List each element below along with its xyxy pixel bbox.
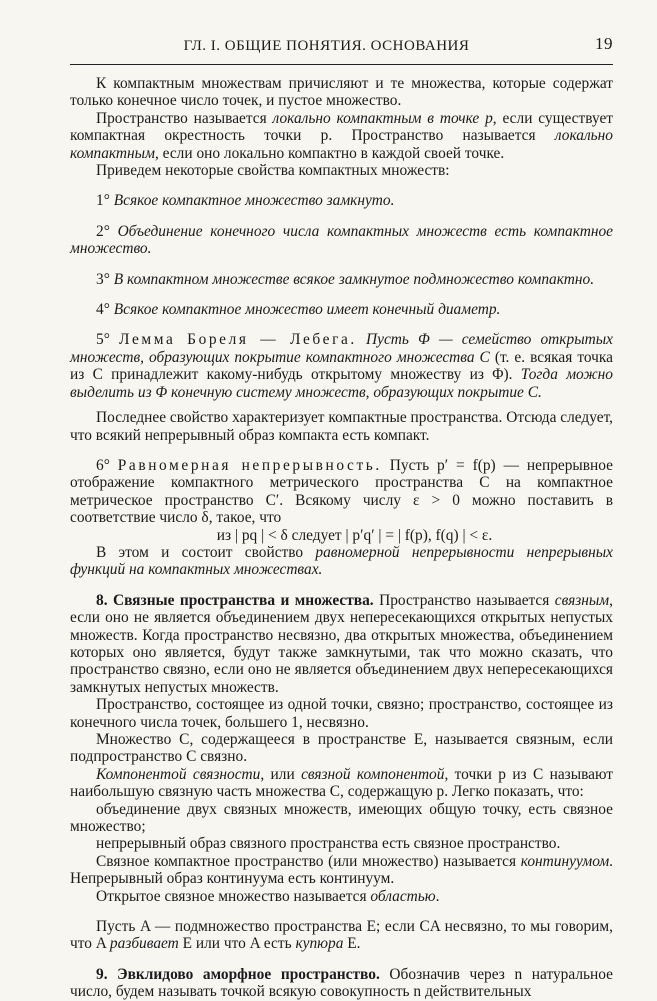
page-number: 19 <box>595 34 613 53</box>
section-title: 9. Эвклидово аморфное пространство. <box>96 965 380 983</box>
paragraph: Приведем некоторые свойства компактных множеств: <box>96 162 450 180</box>
paragraph: Множество C, содержащееся в пространстве E, называется связным, если подпространство C связно. <box>70 731 613 766</box>
paragraph: Открытое связное множество называется областью. <box>96 887 440 905</box>
section-8: 8. Связные пространства и множества. Пространство называется связным, если оно не является объединением двух непересекающихся открытых непустых множеств. Когда пространство несвязно, два открытых множества, объединением которых оно является, будут также замкнутыми, так что можно сказать, что пространство связно, если оно не является объединением двух непересекающихся замкнутых непустых множеств. <box>70 591 613 696</box>
property-6: 6° Равномерная непрерывность. Пусть p′ = f(p) — непрерывное отображение компактного метрического пространства C на компактное метрическое пространство C′. Всякому числу ε > 0 можно поставить в соответствие число δ, такое, что <box>70 456 613 527</box>
running-head <box>70 34 613 60</box>
paragraph: Пространство, состоящее из одной точки, связно; пространство, состоящее из конечного числа точек, большего 1, несвязно. <box>70 696 613 731</box>
paragraph: Последнее свойство характеризует компактные пространства. Отсюда следует, что всякий непрерывный образ компакта есть компакт. <box>70 409 613 444</box>
page-body <box>70 75 613 1001</box>
section-9: 9. Эвклидово аморфное пространство. Обозначив через n натуральное число, будем называть точкой всякую совокупность n действительных <box>70 965 613 1001</box>
paragraph: В этом и состоит свойство равномерной непрерывности непрерывных функций на компактных множествах. <box>70 543 613 579</box>
paragraph: Связное компактное пространство (или множество) называется континуумом. Непрерывный образ континуума есть континуум. <box>70 852 613 888</box>
paragraph: Пространство называется локально компактным в точке p, если существует компактная окрестность точки p. Пространство называется локально компактным, если оно локально компактно в каждой своей точке. <box>70 109 614 162</box>
formula: из | pq | < δ следует | p′q′ | = | f(p), f(q) | < ε. <box>216 526 493 544</box>
paragraph: Компонентой связности, или связной компонентой, точки p из C называют наибольшую связную часть множества C, содержащую p. Легко показать, что: <box>70 765 613 801</box>
property-4: 4° Всякое компактное множество имеет конечный диаметр. <box>96 301 501 319</box>
paragraph: непрерывный образ связного пространства есть связное пространство. <box>96 835 561 853</box>
property-1: 1° Всякое компактное множество замкнуто. <box>96 192 395 210</box>
paragraph: объединение двух связных множеств, имеющих общую точку, есть связное множество; <box>70 800 613 836</box>
property-3: 3° В компактном множестве всякое замкнутое подмножество компактно. <box>96 270 595 288</box>
chapter-title: ГЛ. I. ОБЩИЕ ПОНЯТИЯ. ОСНОВАНИЯ <box>183 38 470 54</box>
section-title: 8. Связные пространства и множества. <box>96 591 374 609</box>
property-2: 2° Объединение конечного числа компактных множеств есть компактное множество. <box>70 222 613 258</box>
paragraph: К компактным множествам причисляют и те множества, которые содержат только конечное число точек, и пустое множество. <box>70 75 613 110</box>
property-5: 5° Лемма Бореля — Лебега. Пусть Φ — семейство открытых множеств, образующих покрытие компактного множества C (т. е. всякая точка из C принадлежит какому-нибудь открытому множеству из Φ). Тогда можно выделить из Φ конечную систему множеств, образующих покрытие C. <box>70 331 613 401</box>
header-rule <box>70 64 613 65</box>
paragraph: Пусть A — подмножество пространства E; если CA несвязно, то мы говорим, что A разбивает E или что A есть купюра E. <box>70 918 613 953</box>
